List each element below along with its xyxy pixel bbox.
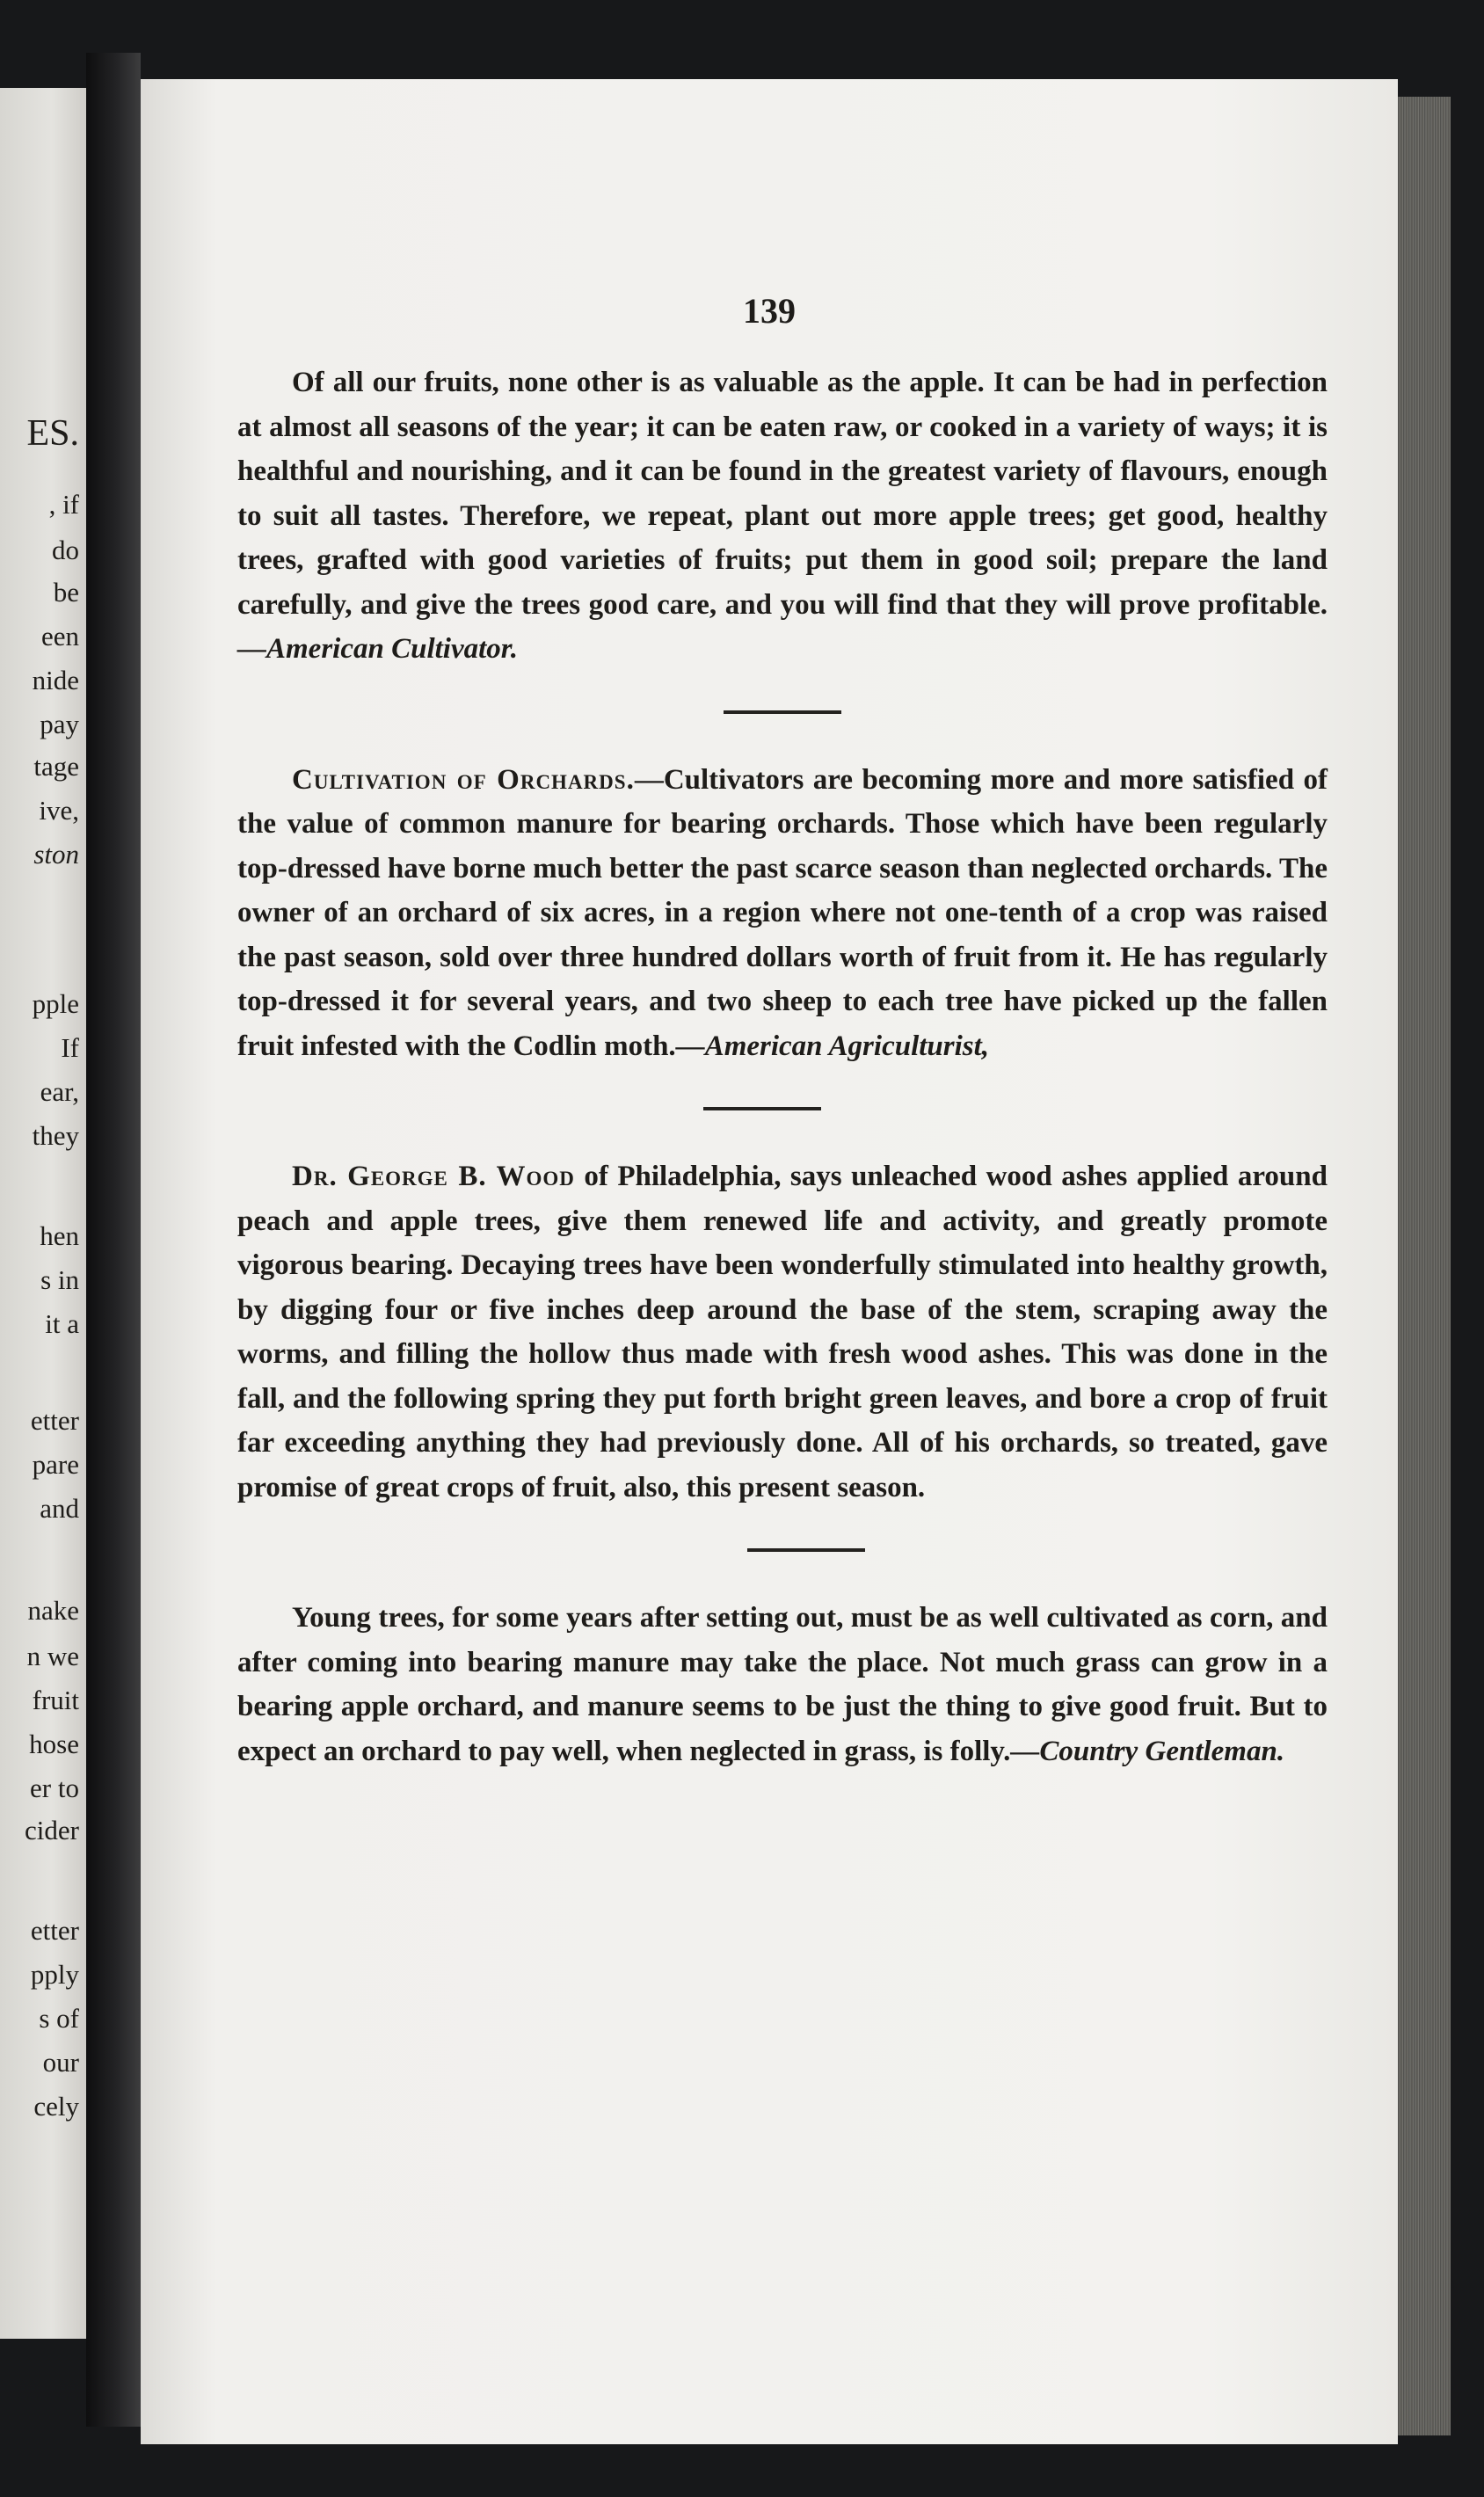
article-body: Of all our fruits, none other is as valuable as the apple. It can be had in perfection at almost all seasons of the year; it can be eaten raw, or cooked in a variety of ways; it is healthful and nourishing, and it can be found in the greatest variety of flavours, enough to suit all tastes. Therefore, we repeat, plant out more apple trees; get good, healthy trees, grafted with good varieties of fruits; put them in good soil; prepare the land carefully, and give the trees good care, and you will find that they will prove profitable. (237, 367, 1328, 621)
left-page-text: pare (32, 1449, 79, 1480)
left-page-text: etter (30, 1915, 79, 1946)
left-page-text: ive, (39, 795, 79, 826)
left-page-text: cely (33, 2091, 79, 2122)
left-page-text: cider (25, 1815, 79, 1845)
left-page-text: een (40, 621, 79, 652)
left-page-text: nake (27, 1595, 79, 1626)
left-page-text: pple (32, 988, 79, 1019)
left-page-text: , if (48, 489, 79, 520)
article-paragraph (237, 758, 1328, 1069)
left-page-text: our (42, 2047, 79, 2078)
left-page-text: ear, (40, 1076, 79, 1107)
article-heading: Dr. George B. Wood (292, 1161, 575, 1192)
article-paragraph (237, 1596, 1328, 1773)
book-gutter (86, 53, 141, 2427)
left-page-text: fruit (32, 1685, 79, 1715)
book-page (141, 79, 1398, 2444)
section-divider (747, 1548, 865, 1552)
page-number: 139 (743, 291, 796, 331)
article-attribution: —Country Gentleman. (1010, 1735, 1285, 1767)
left-page-text: and (40, 1493, 79, 1524)
article-body: of Philadelphia, says unleached wood ashes applied around peach and apple trees, give them renewed life and activity, and greatly promote vigorous bearing. Decaying trees have been wonderfully stimulated into healthy growth, by digging four or five inches deep around the base of the stem, scraping away the worms, and filling the hollow thus made with fresh wood ashes. This was done in the fall, and the following spring they put forth bright green leaves, and bore a crop of fruit far exceeding anything they had previously done. All of his orchards, so treated, gave promise of great crops of fruit, also, this present season. (237, 1161, 1328, 1503)
left-page-text: hen (40, 1220, 79, 1251)
left-page-text: nide (32, 665, 79, 695)
article-attribution: —American Cultivator. (237, 633, 519, 665)
left-page-text: If (61, 1032, 79, 1063)
section-divider (724, 710, 841, 714)
left-page-text: pply (30, 1959, 79, 1990)
left-page-text: etter (30, 1405, 79, 1436)
left-page-text: be (53, 577, 79, 608)
article-body: —Cultivators are becoming more and more satisfied of the value of common manure for bearing orchards. Those which have been regularly top-dressed have borne much better the past scarce season than neglected orchards. The owner of an orchard of six acres, in a region where not one-tenth of a crop was raised the past season, sold over three hundred dollars worth of fruit from it. He has regularly top-dressed it for several years, and two sheep to each tree have picked up the fallen fruit infested with the Codlin moth. (237, 763, 1328, 1062)
article-paragraph (237, 360, 1328, 672)
left-page-text: do (52, 535, 79, 565)
left-page-text: they (32, 1120, 79, 1151)
page-content (237, 360, 1328, 1773)
article-body: Young trees, for some years after setting out, must be as well cultivated as corn, and after coming into bearing manure may take the place. Not much grass can grow in a bearing apple orchard, and manure seems to be just the thing to give good fruit. But to expect an orchard to pay well, when neglected in grass, is folly. (237, 1602, 1328, 1767)
left-page-text: it a (45, 1308, 79, 1339)
left-page-fragment (0, 88, 86, 2339)
article-heading: Cultivation of Orchards. (292, 763, 635, 796)
section-divider (703, 1107, 821, 1110)
left-page-text: tage (33, 751, 79, 782)
left-page-text: ston (33, 839, 79, 870)
left-page-text: pay (40, 709, 79, 739)
left-page-text: hose (29, 1729, 79, 1759)
left-page-text: s in (40, 1264, 79, 1295)
left-page-text: er to (30, 1773, 79, 1803)
article-attribution: —American Agriculturist, (675, 1030, 990, 1062)
page-stack-edge (1398, 97, 1451, 2435)
left-page-text: ES. (26, 413, 79, 454)
left-page-text: n we (26, 1641, 79, 1671)
left-page-text: s of (39, 2003, 79, 2034)
article-paragraph (237, 1154, 1328, 1510)
